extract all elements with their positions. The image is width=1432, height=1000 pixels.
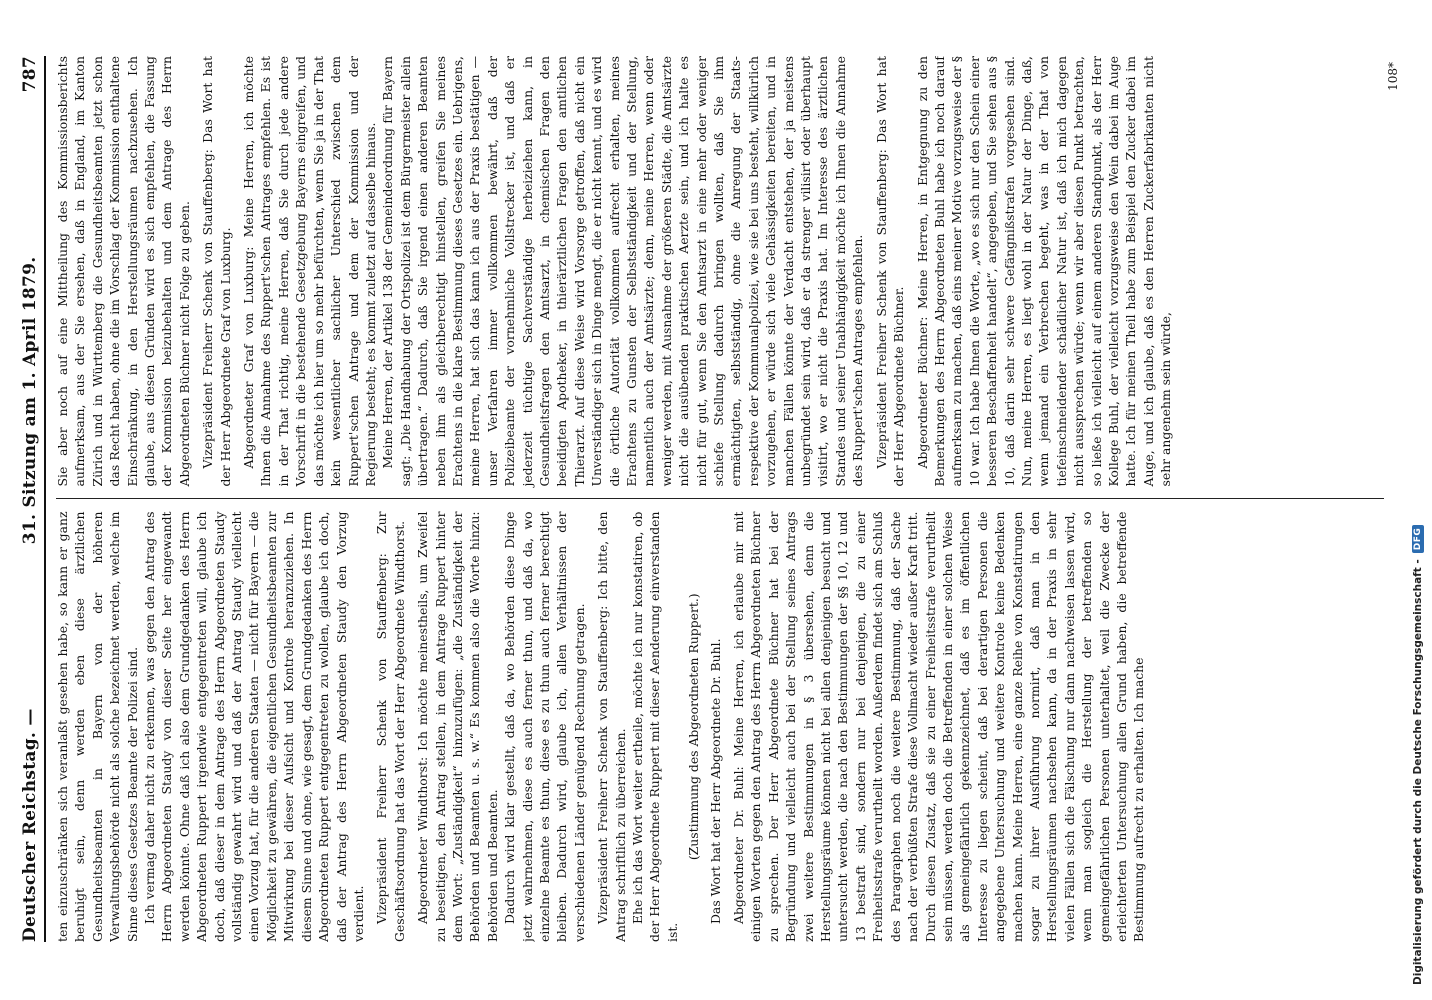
- signature-mark: 108*: [1386, 62, 1400, 91]
- left-column-paragraph: Abgeordneter Dr. Buhl: Meine Herren, ich erlaube mir mit einigen Worten gegen den Antrag des Herrn Abgeordneten Büchner zu sprechen. Der Herr Abgeordnete Büchner hat bei der Begründung und vielleicht auch bei der Stellung seines Antrags zwei weitere Bestimmungen in § 3 übersehen, denn die Herstellungsräume können nicht bei allen denjenigen besucht und untersucht werden, die nach den Bestimmungen der §§ 10, 12 und 13 bestraft sind, sondern nur bei denjenigen, die zu einer Freiheitsstrafe verurtheilt worden. Außerdem findet sich am Schluß des Paragraphen noch die weitere Bestimmung, daß der Sache nach der verbüßten Strafe diese Vollmacht wieder außer Kraft tritt. Durch diesen Zusatz, daß sie zu einer Freiheitsstrafe verurtheilt sein müssen, werden doch die Betreffenden in einer solchen Weise als gemeingefährlich gekennzeichnet, daß es im öffentlichen Interesse zu liegen scheint, daß bei derartigen Personen die angegebene Untersuchung und weitere Kontrole keine Bedenken machen kann. Meine Herren, eine ganze Reihe von Konstatirungen sogar zu ihrer Ausführung normirt, daß man in den Herstellungsräumen nachsehen kann, da in der Praxis in sehr vielen Fällen sich die Fälschung nur dann nachweisen lassen wird, wenn man sogleich die Herstellung der betreffenden so gemeingefährlichen Personen unterhaltet, weil die Zwecke der erleichterten Untersuchung allen Grund haben, die betreffende Bestimmung aufrecht zu erhalten. Ich mache: [731, 511, 1147, 942]
- document-page: [10, 30, 1410, 970]
- left-column-paragraph: ten einzuschränken sich veranlaßt gesehen habe, so kann er ganz beruhigt sein, denn werden eben diese ärztlichen Gesundheitsbeamten in Bayern von der höheren Verwaltungsbehörde nicht als solche bezeichnet werden, welche im Sinne dieses Gesetzes Beamte der Polizei sind.: [55, 511, 140, 942]
- left-column-paragraph: (Zustimmung des Abgeordneten Ruppert.): [686, 593, 702, 861]
- left-column-paragraph: Ich vermag daher nicht zu erkennen, was gegen den Antrag des Herrn Abgeordneten Staudy von dieser Seite her eingewandt werden könnte. Ohne daß ich also dem Grundgedanken des Herrn Abgeordneten Ruppert irgendwie entgegentreten will, glaube ich doch, daß dieser in dem Antrage des Herrn Abgeordneten Staudy vollständig gewahrt wird und daß der Antrag Staudy vielleicht einen Vorzug hat, für die anderen Staaten — nicht für Bayern — die Möglichkeit zu gewähren, die eigentlichen Gesundheitsbeamten zur Mitwirkung bei dieser Aufsicht und Kontrole heranzuziehen. In diesem Sinne und ohne, wie gesagt, dem Grundgedanken des Herrn Abgeordneten Ruppert entgegentreten zu wollen, glaube ich doch, daß der Antrag des Herrn Abgeordneten Staudy den Vorzug verdient.: [142, 511, 366, 942]
- header-session: 31. Sitzung am 1. April 1879.: [20, 256, 40, 545]
- left-column-paragraph: Ehe ich das Wort weiter ertheile, möchte ich nur konstatiren, ob der Herr Abgeordnete Ruppert mit dieser Aenderung einverstanden ist.: [630, 511, 680, 942]
- left-column-paragraph: Abgeordneter Windthorst: Ich möchte meinestheils, um Zweifel zu beseitigen, den Antrag stellen, in dem Antrage Ruppert hinter dem Wort: „Zuständigkeit“ hinzuzufügen: „die Zuständigkeit der Behörden und Beamten u. s. w.“ Es kommen also die Worte hinzu: Behörden und Beamten.: [415, 511, 500, 942]
- dfg-logo: DFG: [1412, 525, 1424, 554]
- left-column-paragraph: Vizepräsident Freiherr Schenk von Stauffenberg: Ich bitte, den Antrag schriftlich zu überreichen.: [595, 511, 628, 942]
- page-header: [20, 56, 46, 942]
- funding-notice: [1412, 525, 1424, 985]
- header-publication: Deutscher Reichstag. —: [20, 708, 40, 942]
- left-column-paragraph: Vizepräsident Freiherr Schenk von Stauffenberg: Zur Geschäftsordnung hat das Wort der Herr Abgeordnete Windthorst.: [374, 511, 407, 942]
- right-column-paragraph: Abgeordneter Graf von Luxburg: Meine Herren, ich möchte Ihnen die Annahme des Ruppert'schen Antrages empfehlen. Es ist in der That richtig, meine Herren, daß Sie durch jede andere Vorschrift in die bestehende Gesetzgebung Bayerns eingreifen, und das möchte ich hier um so mehr befürchten, wenn Sie ja in der That kein wesentlicher sachlicher Unterschied zwischen dem Ruppert'schen Antrage und dem der Kommission und der Regierung besteht; es kommt zuletzt auf dasselbe hinaus.: [241, 56, 378, 487]
- left-column-paragraph: Das Wort hat der Herr Abgeordnete Dr. Buhl.: [707, 638, 723, 924]
- right-column-paragraph: Vizepräsident Freiherr Schenk von Stauffenberg: Das Wort hat der Herr Abgeordnete Büchner.: [873, 56, 907, 487]
- left-column: [54, 500, 1384, 943]
- left-column-paragraph: Dadurch wird klar gestellt, daß da, wo Behörden diese Dinge jetzt wahrnehmen, diese es auch ferner thun, und daß da, wo einzelne Beamte es thun, diese es zu thun auch ferner berechtigt bleiben. Dadurch wird, glaube ich, allen Verhältnissen der verschiedenen Länder genügend Rechnung getragen.: [502, 511, 587, 942]
- right-column-paragraph: Abgeordneter Büchner: Meine Herren, in Entgegnung zu den Bemerkungen des Herrn Abgeordneten Buhl habe ich noch darauf aufmerksam zu machen, daß eins meiner Motive vorzugsweise der § 10 war. Ich habe Ihnen die Worte, „wo es sich nur den Schein einer besseren Beschaffenheit handelt“, angegeben, und Sie sehen aus § 10, daß darin sehr schwere Gefängnißstrafen vorgesehen sind. Nun, meine Herren, es liegt wohl in der Natur der Dinge, daß, wenn jemand ein Verbrechen begeht, was in der That von tiefeinschneidender schädlicher Natur ist, daß ich mich dagegen nicht aussprechen würde; wenn wir aber diesen Punkt betrachten, so ließe ich vielleicht auf einem anderen Standpunkt, als der Herr Kollege Buhl, der vielleicht vorzugsweise den Wein dabei im Auge hatte. Ich für meinen Theil habe zum Beispiel den Zucker dabei im Auge, und ich glaube, daß es den Herren Zuckerfabrikanten nicht sehr angenehm sein würde,: [914, 56, 1174, 487]
- column-divider: [56, 499, 1384, 500]
- page-number: 787: [20, 56, 40, 93]
- right-column-paragraph: Sie aber noch auf eine Mittheilung des Kommissionsberichts aufmerksam, aus der Sie ersehen, daß in England, im Kanton Zürich und in Württemberg die Gesundheitsbeamten jetzt schon das Recht haben, ohne die im Vorschlag der Kommission enthaltene Einschränkung, in den Herstellungsräumen nachzusehen. Ich glaube, aus diesen Gründen wird es sich empfehlen, die Fassung der Kommission beizubehalten und dem Antrage des Herrn Abgeordneten Büchner nicht Folge zu geben.: [55, 56, 192, 487]
- right-column-paragraph: Vizepräsident Freiherr Schenk von Stauffenberg: Das Wort hat der Herr Abgeordnete Graf von Luxburg.: [200, 56, 233, 487]
- text-columns: [54, 56, 1384, 942]
- right-column: [54, 56, 1384, 499]
- right-column-paragraph: Meine Herren, der Artikel 138 der Gemeindeordnung für Bayern sagt: „Die Handhabung der Ortspolizei ist dem Bürgermeister allein übertragen.“ Dadurch, daß Sie irgend einen anderen Beamten neben ihm als gleichberechtigt hinstellen, greifen Sie meines Erachtens in die klare Bestimmung dieses Gesetzes ein. Uebrigens, meine Herren, hat sich das kann ich aus der Praxis bestätigen — unser Verfahren immer vollkommen bewährt, daß der Polizeibeamte der vornehmliche Vollstrecker ist, und daß er jederzeit tüchtige Sachverständige herbeiziehen kann, in Gesundheitsfragen den Amtsarzt, in chemischen Fragen den beeidigten Apotheker, in thierärztlichen Fragen den amtlichen Thierarzt. Auf diese Weise wird Vorsorge getroffen, daß nicht ein Unverständiger sich in Dinge mengt, die er nicht kennt, und es wird die örtliche Autorität vollkommen aufrecht erhalten, meines Erachtens zu Gunsten der Selbstständigkeit und der Stellung, namentlich auch der Amtsärzte; denn, meine Herren, wenn oder weniger werden, mit Ausnahme der größeren Städte, die Amtsärzte nicht die ausübenden praktischen Aerzte sein, und ich halte es nicht für gut, wenn Sie den Amtsarzt in eine mehr oder weniger schiefe Stellung dadurch bringen wollten, daß Sie ihm ermächtigten, selbstständig, ohne die Anregung der Staats- respektive der Kommunalpolizei, wie sie bei uns besteht, willkürlich vorzugehen, er würde sich viele Gehässigkeiten bereiten, und in manchen Fällen könnte der Verdacht entstehen, der ja meistens unbegründet sein wird, daß er da strenger vilisirt oder überhaupt visitirt, wo er nicht die Praxis hat. Im Interesse des ärztlichen Standes und seiner Unabhängigkeit möchte ich Ihnen die Annahme des Ruppert'schen Antrages empfehlen.: [380, 56, 866, 487]
- funding-notice-text: Digitalisierung gefördert durch die Deutsche Forschungsgemeinschaft -: [1412, 559, 1424, 985]
